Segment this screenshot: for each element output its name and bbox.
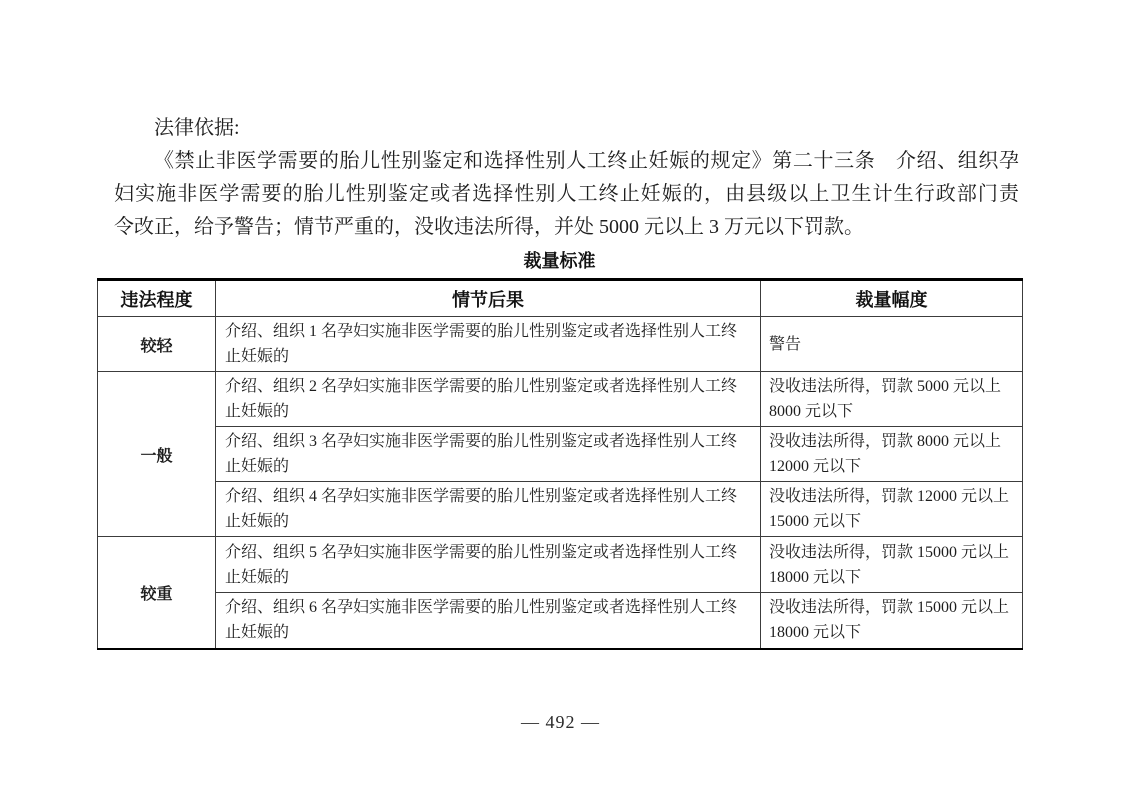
- legal-basis-label: 法律依据:: [154, 117, 240, 139]
- legal-basis-section: [114, 112, 1019, 244]
- degree-cell-minor: 较轻: [98, 317, 216, 372]
- column-header-circumstance: 情节后果: [216, 280, 761, 317]
- degree-cell-serious: 较重: [98, 537, 216, 649]
- table-row: [98, 372, 1023, 427]
- circumstance-cell: 介绍、组织 5 名孕妇实施非医学需要的胎儿性别鉴定或者选择性别人工终止妊娠的: [216, 537, 761, 593]
- circumstance-cell: 介绍、组织 6 名孕妇实施非医学需要的胎儿性别鉴定或者选择性别人工终止妊娠的: [216, 593, 761, 649]
- table-title: 裁量标准: [523, 251, 596, 271]
- table-row: [98, 537, 1023, 593]
- degree-cell-general: 一般: [98, 372, 216, 537]
- table-header-row: [98, 280, 1023, 317]
- column-header-degree: 违法程度: [98, 280, 216, 317]
- circumstance-cell: 介绍、组织 1 名孕妇实施非医学需要的胎儿性别鉴定或者选择性别人工终止妊娠的: [216, 317, 761, 372]
- page-number: — 492 —: [521, 712, 600, 732]
- penalty-cell: 警告: [761, 317, 1023, 372]
- penalty-cell: 没收违法所得，罚款 8000 元以上 12000 元以下: [761, 427, 1023, 482]
- table-row: [98, 482, 1023, 537]
- discretion-standard-table: [97, 278, 1023, 650]
- discretion-standard-section: [97, 250, 1022, 650]
- penalty-cell: 没收违法所得，罚款 12000 元以上 15000 元以下: [761, 482, 1023, 537]
- legal-basis-paragraph-line-3: 令改正，给予警告；情节严重的，没收违法所得，并处 5000 元以上 3 万元以下罚款。: [114, 216, 864, 238]
- penalty-cell: 没收违法所得，罚款 15000 元以上 18000 元以下: [761, 593, 1023, 649]
- legal-basis-paragraph-line-1: 《禁止非医学需要的胎儿性别鉴定和选择性别人工终止妊娠的规定》第二十三条 介绍、组织孕: [154, 150, 1019, 172]
- column-header-penalty: 裁量幅度: [761, 280, 1023, 317]
- legal-basis-paragraph-line-2: 妇实施非医学需要的胎儿性别鉴定或者选择性别人工终止妊娠的，由县级以上卫生计生行政部门责: [114, 183, 1019, 205]
- penalty-cell: 没收违法所得，罚款 15000 元以上 18000 元以下: [761, 537, 1023, 593]
- circumstance-cell: 介绍、组织 2 名孕妇实施非医学需要的胎儿性别鉴定或者选择性别人工终止妊娠的: [216, 372, 761, 427]
- circumstance-cell: 介绍、组织 4 名孕妇实施非医学需要的胎儿性别鉴定或者选择性别人工终止妊娠的: [216, 482, 761, 537]
- table-row: [98, 427, 1023, 482]
- table-row: [98, 593, 1023, 649]
- table-row: [98, 317, 1023, 372]
- circumstance-cell: 介绍、组织 3 名孕妇实施非医学需要的胎儿性别鉴定或者选择性别人工终止妊娠的: [216, 427, 761, 482]
- penalty-cell: 没收违法所得，罚款 5000 元以上 8000 元以下: [761, 372, 1023, 427]
